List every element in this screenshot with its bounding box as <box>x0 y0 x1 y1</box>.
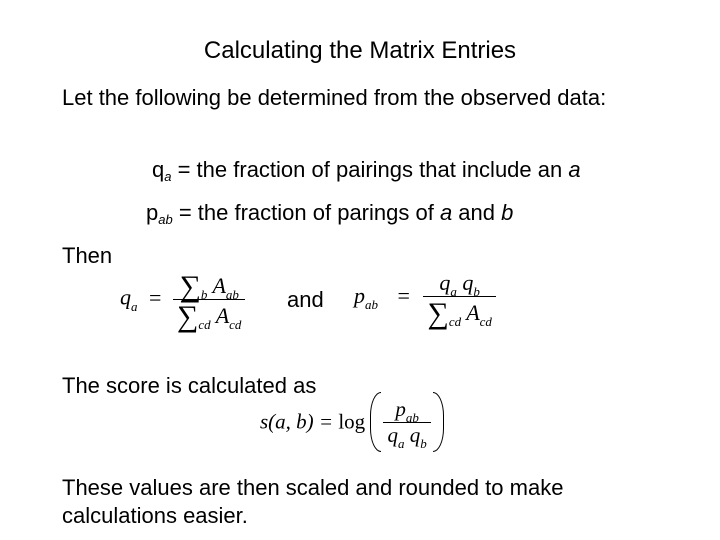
formula-p-num-q1: q <box>439 270 451 295</box>
formula-p-lhs: p <box>354 283 365 309</box>
formula-p-num-q2-sub: b <box>473 284 480 299</box>
formula-q <box>120 270 245 333</box>
conclusion-text: These values are then scaled and rounded to make calculations easier. <box>62 475 564 528</box>
def-p-symbol: p <box>146 200 159 225</box>
formula-q-lhs: q <box>120 284 131 310</box>
formula-q-denominator <box>173 300 246 333</box>
formula-p-num-q2: q <box>462 270 474 295</box>
formula-p-den-sum-sub: cd <box>448 314 462 329</box>
def-p-var-b: b <box>501 200 514 225</box>
formula-s-denominator <box>383 422 430 451</box>
formula-s-log: log <box>338 409 366 434</box>
def-p-var-a: a <box>439 200 453 225</box>
formula-p-den-sum: ∑ <box>427 297 449 330</box>
formula-q-num-sum: ∑ <box>179 270 201 303</box>
formula-q-den-var: A <box>215 303 230 328</box>
formula-s-num-sub: ab <box>405 409 419 425</box>
formula-p-denominator <box>423 297 496 330</box>
formula-q-num-var: A <box>212 273 226 298</box>
slide-title: Calculating the Matrix Entries <box>203 37 517 64</box>
formula-q-fraction <box>173 270 246 333</box>
formula-q-num-sub: ab <box>225 287 239 302</box>
right-paren <box>433 392 444 452</box>
left-paren <box>370 392 381 452</box>
formula-s-den-q1-sub: a <box>397 435 405 451</box>
intro-text: Let the following be determined from the observed data: <box>62 85 607 110</box>
def-p-mid: and <box>452 200 502 225</box>
def-p-subscript: ab <box>158 212 173 227</box>
formula-p-fraction <box>423 270 496 330</box>
formula-p-eq: = <box>397 283 410 309</box>
formula-p-numerator <box>423 270 496 297</box>
formula-p-den-var: A <box>466 300 480 325</box>
def-p-text: = the fraction of parings of <box>172 200 440 225</box>
formula-s-lhs: s(a, b) = <box>260 409 339 434</box>
definition-q <box>152 156 581 187</box>
formula-s-den-q1: q <box>387 422 398 447</box>
formula-s-num-var: p <box>395 396 406 421</box>
formula-p-lhs-sub: ab <box>365 297 378 313</box>
formula-s-den-q2: q <box>409 422 421 447</box>
formula-p-num-q1-sub: a <box>450 284 457 299</box>
formula-s-fraction <box>383 396 430 451</box>
formula-q-numerator <box>173 270 246 303</box>
def-q-text: = the fraction of pairings that include an <box>171 157 569 182</box>
then-label: Then <box>62 243 113 268</box>
formula-q-den-sub: cd <box>229 317 242 332</box>
formula-p-den-sub: cd <box>479 314 492 329</box>
formula-s-den-q2-sub: b <box>420 435 427 451</box>
formula-q-den-sum-sub: cd <box>198 317 211 332</box>
formula-q-lhs-sub: a <box>131 298 138 314</box>
formula-q-den-sum: ∑ <box>176 300 199 333</box>
formula-s-numerator <box>383 397 430 423</box>
definition-p <box>146 199 513 230</box>
formula-p <box>354 270 496 330</box>
formula-s <box>260 392 444 452</box>
formula-q-eq: = <box>149 284 162 310</box>
def-q-var: a <box>568 157 581 182</box>
def-q-subscript: a <box>164 169 172 184</box>
score-text: The score is calculated as <box>62 373 317 398</box>
and-label: and <box>287 287 324 312</box>
formula-q-num-sum-sub: b <box>200 287 208 302</box>
def-q-symbol: q <box>152 157 165 182</box>
